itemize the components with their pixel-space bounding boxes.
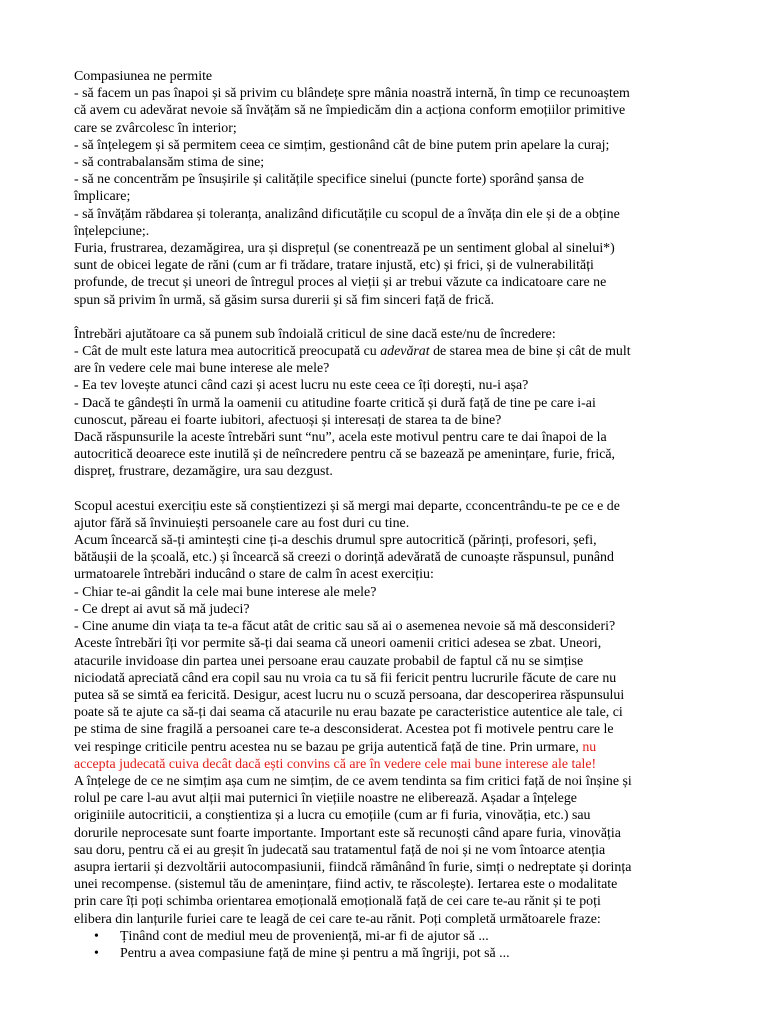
text-line: - Chiar te-ai gândit la cele mai bune interese ale mele? bbox=[74, 584, 377, 600]
list-item-text: Ținând cont de mediul meu de proveniență, mi-ar fi de ajutor să ... bbox=[120, 928, 489, 944]
text-line: atacurile invidoase din partea unei persoane erau cauzate probabil de faptul că nu se simțise bbox=[74, 653, 584, 669]
text-line bbox=[74, 343, 704, 360]
text-line: dispreț, frustrare, dezamăgire, ura sau dezgust. bbox=[74, 464, 333, 480]
text-line: - Ea tev lovește atunci când cazi și acest lucru nu este ceea ce îți dorești, nu-i așa? bbox=[74, 378, 529, 394]
text-line: că avem cu adevărat nevoie să învățăm să ne împiedicăm din a acționa conform emoțiilor primitive bbox=[74, 103, 626, 119]
bullet-list bbox=[74, 928, 704, 962]
text-line: - Ce drept ai avut să mă judeci? bbox=[74, 601, 250, 617]
text-line: cunoscut, păreau ei foarte iubitori, afectuoși și interesați de starea ta de bine? bbox=[74, 412, 502, 428]
bullet-icon: • bbox=[94, 945, 99, 961]
text-line: - Dacă te gândești în urmă la oamenii cu atitudine foarte critică și dură față de tine pe care i-ai bbox=[74, 395, 596, 411]
paragraph-compassion bbox=[74, 68, 704, 309]
text-line: Furia, frustrarea, dezamăgirea, ura și disprețul (se conentrează pe un sentiment global al sinelui*) bbox=[74, 241, 615, 257]
text-run: de starea mea de bine și cât de mult bbox=[429, 344, 631, 360]
list-item-text: Pentru a avea compasiune față de mine și pentru a mă îngriji, pot să ... bbox=[120, 945, 510, 961]
text-line: poate să te ajute ca să-ți dai seama că atacurile nu erau bazate pe caracteristice autentice ale tale, ci bbox=[74, 705, 623, 721]
text-line: Întrebări ajutătoare ca să punem sub îndoială criticul de sine dacă este/nu de încredere: bbox=[74, 326, 556, 342]
paragraph-helpful-questions bbox=[74, 326, 704, 481]
text-line: Aceste întrebări îți vor permite să-ți dai seama că uneori oamenii critici adesea se zbat. Uneori, bbox=[74, 636, 602, 652]
text-line bbox=[74, 739, 704, 756]
text-line: împlicare; bbox=[74, 189, 131, 205]
text-line: - să ne concentrăm pe însușirile și calitățile specifice sinelui (puncte forte) sporând șansa de bbox=[74, 172, 584, 188]
text-line: putea să se simtă ea fericită. Desigur, acest lucru nu o scuză persoana, dar descoperirea răspunsului bbox=[74, 687, 625, 703]
text-line: niciodată apreciată când era copil sau nu vroia ca tu să fii fericit pentru lucrurile făcute de care nu bbox=[74, 670, 617, 686]
text-line: sau doru, pentru că ei au greșit în judecată sau tratamentul față de noi și ne vom întoarce atenția bbox=[74, 842, 606, 858]
paragraph-spacer bbox=[74, 481, 704, 498]
text-line: Compasiunea ne permite bbox=[74, 69, 213, 84]
text-line: unei recompense. (sistemul tău de amenințare, fiind activ, te răscolește). Iertarea este o modalitate bbox=[74, 877, 618, 893]
text-line: autocritică deoarece este inutilă și de neîncredere pentru că se bazează pe amenințare, furie, frică, bbox=[74, 447, 616, 463]
document-page bbox=[74, 68, 704, 962]
text-line: originiile autocriticii, a conștientiza și a lucra cu emoțiile (cum ar fi furia, vinovăția, etc.) sau bbox=[74, 808, 591, 824]
text-line: înțelepciune;. bbox=[74, 223, 150, 239]
text-line: pe stima de sine fragilă a persoanei care te-a desconsiderat. Acestea pot fi motivele pentru care le bbox=[74, 722, 614, 738]
text-line: spun să privim în urmă, să găsim sursa durerii și să fim sinceri față de frică. bbox=[74, 292, 495, 308]
text-line: sunt de obicei legate de răni (cum ar fi trădare, tratare injustă, etc) și frici, și de vulnerabilități bbox=[74, 258, 594, 274]
text-line: rolul pe care l-au avut alții mai puternici în viețiile noastre ne eliberează. Așadar a înțelege bbox=[74, 791, 577, 807]
text-line: urmatoarele întrebări inducând o stare de calm în acest exercițiu: bbox=[74, 567, 434, 583]
highlighted-text: accepta judecată cuiva decât dacă ești convins că are în vedere cele mai bune interese ale tale! bbox=[74, 756, 597, 772]
text-line: - să contrabalansăm stima de sine; bbox=[74, 155, 265, 171]
text-line: A înțelege de ce ne simțim așa cum ne simțim, de ce avem tendinta sa fim critici față de noi înșine și bbox=[74, 773, 632, 789]
text-run: vei respinge criticile pentru acestea nu se bazau pe grija autentică față de tine. Prin urmare, bbox=[74, 739, 583, 755]
text-line: Acum încearcă să-ți amintești cine ți-a deschis drumul spre autocritică (părinți, profesori, șefi, bbox=[74, 533, 597, 549]
text-line: Scopul acestui exercițiu este să conștientizezi și să mergi mai departe, cconcentrându-te pe ce e de bbox=[74, 498, 620, 514]
highlighted-text: nu bbox=[582, 739, 597, 755]
paragraph-understanding bbox=[74, 773, 704, 928]
text-line: care se zvârcolesc în interior; bbox=[74, 120, 237, 136]
text-line: elibera din lanțurile furiei care te leagă de cei care te-au rănit. Poți completă următoarele fraze: bbox=[74, 911, 601, 927]
text-line: are în vedere cele mai bune interese ale mele? bbox=[74, 361, 330, 377]
text-line: prin care îți poți schimba orientarea emoțională emoțională față de cei care te-au rănit și te poți bbox=[74, 894, 601, 910]
text-line: profunde, de trecut și uneori de întregul proces al vieții și ar trebui văzute ca indicatoare care ne bbox=[74, 275, 607, 291]
paragraph-spacer bbox=[74, 309, 704, 326]
text-run: - Cât de mult este latura mea autocritică preocupată cu bbox=[74, 344, 381, 360]
text-line: dorurile neprocesate sunt foarte importante. Important este să recunoști când apare furia, vinovăția bbox=[74, 825, 621, 841]
list-item bbox=[74, 928, 704, 945]
text-line: Dacă răspunsurile la aceste întrebări sunt “nu”, acela este motivul pentru care te dai înapoi de la bbox=[74, 430, 607, 446]
emphasized-word: adevărat bbox=[380, 344, 430, 360]
text-line: - să învățăm răbdarea și toleranța, analizând dificutățile cu scopul de a învăța din ele și de a obține bbox=[74, 206, 620, 222]
bullet-icon: • bbox=[94, 928, 99, 944]
text-line: bătăușii de la școală, etc.) și încearcă să creezi o dorință adevărată de cunoaște răspunsul, punând bbox=[74, 550, 614, 566]
text-line: asupra iertarii și dezvoltării autocompasiunii, fiindcă rămânând în furie, simți o nedreptate și dorința bbox=[74, 859, 632, 875]
text-line: - Cine anume din viața ta te-a făcut atât de critic sau să ai o asemenea nevoie să mă desconsideri? bbox=[74, 619, 616, 635]
text-line: - să înțelegem și să permitem ceea ce simțim, gestionând cât de bine putem prin apelare la curaj; bbox=[74, 137, 610, 153]
paragraph-exercise bbox=[74, 498, 704, 773]
list-item bbox=[74, 945, 704, 962]
text-line: ajutor fără să învinuiești persoanele care au fost duri cu tine. bbox=[74, 515, 410, 531]
text-line: - să facem un pas înapoi și să privim cu blândețe spre mânia noastră internă, în timp ce recunoaștem bbox=[74, 86, 630, 102]
